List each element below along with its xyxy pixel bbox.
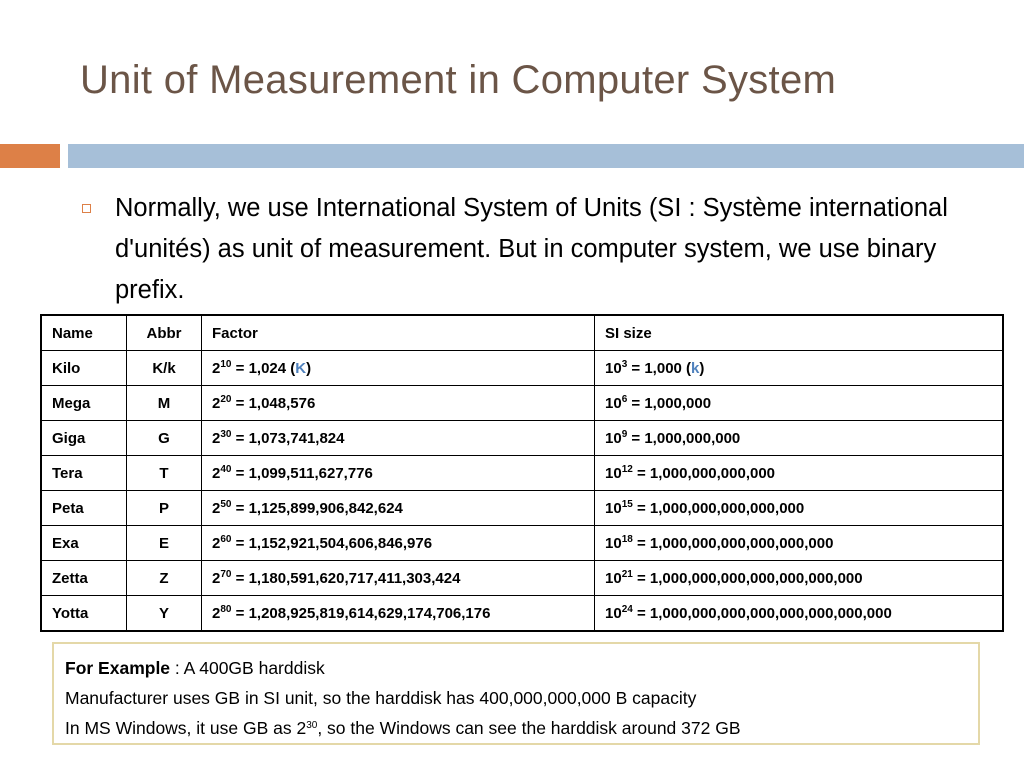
cell-abbr: Y [127, 596, 202, 632]
si-value: = 1,000,000,000,000,000,000,000 [632, 569, 863, 587]
cell-si-size [595, 526, 1004, 561]
cell-name: Zetta [41, 561, 127, 596]
example-box [52, 642, 980, 745]
factor-exponent: 20 [220, 393, 232, 405]
binary-prefix-table [40, 314, 1004, 632]
factor-exponent: 60 [220, 533, 232, 545]
cell-si-size [595, 561, 1004, 596]
si-exponent: 6 [621, 393, 628, 405]
cell-factor [202, 561, 595, 596]
si-value: = 1,000,000 [627, 394, 712, 412]
si-exponent: 12 [621, 463, 633, 475]
factor-base: 2 [212, 569, 221, 587]
table-row [41, 386, 1003, 421]
slide-title: Unit of Measurement in Computer System [80, 58, 837, 102]
si-exponent: 15 [621, 498, 633, 510]
cell-factor [202, 491, 595, 526]
bullet-paragraph: Normally, we use International System of Units (SI : Système international d'unités) as unit of measurement. But in computer system, we use binary prefix. [115, 194, 948, 304]
factor-exponent: 70 [220, 568, 232, 580]
cell-abbr: E [127, 526, 202, 561]
cell-factor [202, 456, 595, 491]
si-value: = 1,000,000,000,000,000,000 [632, 534, 834, 552]
factor-value: = 1,048,576 [231, 394, 316, 412]
example-line-3-pre: In MS Windows, it use GB as 2 [65, 718, 307, 738]
cell-si-size [595, 456, 1004, 491]
example-line-3 [65, 713, 968, 743]
si-value: = 1,000 ( [627, 359, 692, 377]
cell-si-size [595, 491, 1004, 526]
factor-base: 2 [212, 359, 221, 377]
si-close: ) [699, 359, 705, 377]
factor-base: 2 [212, 604, 221, 622]
header-name: Name [41, 315, 127, 351]
factor-exponent: 40 [220, 463, 232, 475]
cell-si-size [595, 351, 1004, 386]
si-base: 10 [605, 359, 622, 377]
si-exponent: 24 [621, 603, 633, 615]
cell-factor [202, 351, 595, 386]
si-value: = 1,000,000,000,000 [632, 464, 776, 482]
si-exponent: 21 [621, 568, 633, 580]
factor-symbol: K [295, 359, 307, 377]
factor-exponent: 50 [220, 498, 232, 510]
table-row [41, 456, 1003, 491]
factor-close: ) [306, 359, 312, 377]
factor-value: = 1,180,591,620,717,411,303,424 [231, 569, 461, 587]
si-base: 10 [605, 394, 622, 412]
table-row [41, 491, 1003, 526]
si-value: = 1,000,000,000 [627, 429, 741, 447]
cell-name: Tera [41, 456, 127, 491]
cell-name: Mega [41, 386, 127, 421]
cell-name: Peta [41, 491, 127, 526]
si-base: 10 [605, 464, 622, 482]
factor-base: 2 [212, 534, 221, 552]
si-base: 10 [605, 534, 622, 552]
si-exponent: 18 [621, 533, 633, 545]
cell-abbr: M [127, 386, 202, 421]
header-factor: Factor [202, 315, 595, 351]
si-exponent: 3 [621, 358, 628, 370]
header-si-size: SI size [595, 315, 1004, 351]
si-value: = 1,000,000,000,000,000 [632, 499, 805, 517]
table-row [41, 421, 1003, 456]
table-body [41, 351, 1003, 632]
example-label-rest: : A 400GB harddisk [170, 658, 325, 678]
title-accent-orange [0, 144, 60, 168]
factor-value: = 1,152,921,504,606,846,976 [231, 534, 433, 552]
example-line-2: Manufacturer uses GB in SI unit, so the harddisk has 400,000,000,000 B capacity [65, 688, 697, 708]
cell-factor [202, 386, 595, 421]
table-row [41, 351, 1003, 386]
factor-value: = 1,073,741,824 [231, 429, 345, 447]
table-row [41, 561, 1003, 596]
table-row [41, 526, 1003, 561]
factor-value: = 1,125,899,906,842,624 [231, 499, 403, 517]
factor-value: = 1,024 ( [231, 359, 296, 377]
example-label: For Example [65, 658, 171, 678]
cell-si-size [595, 421, 1004, 456]
cell-factor [202, 421, 595, 456]
factor-exponent: 80 [220, 603, 232, 615]
example-line-3-post: , so the Windows can see the harddisk around 372 GB [317, 718, 741, 738]
cell-factor [202, 526, 595, 561]
cell-si-size [595, 386, 1004, 421]
si-base: 10 [605, 429, 622, 447]
cell-si-size [595, 596, 1004, 632]
cell-name: Exa [41, 526, 127, 561]
si-exponent: 9 [621, 428, 628, 440]
factor-exponent: 10 [220, 358, 232, 370]
si-base: 10 [605, 499, 622, 517]
si-value: = 1,000,000,000,000,000,000,000,000 [632, 604, 892, 622]
si-base: 10 [605, 604, 622, 622]
title-accent-blue [68, 144, 1024, 168]
cell-name: Kilo [41, 351, 127, 386]
factor-base: 2 [212, 499, 221, 517]
si-base: 10 [605, 569, 622, 587]
factor-base: 2 [212, 394, 221, 412]
factor-value: = 1,099,511,627,776 [231, 464, 373, 482]
cell-abbr: T [127, 456, 202, 491]
example-line-3-exponent: 30 [306, 720, 318, 731]
cell-abbr: Z [127, 561, 202, 596]
table-row [41, 596, 1003, 632]
cell-name: Giga [41, 421, 127, 456]
factor-base: 2 [212, 464, 221, 482]
cell-abbr: K/k [127, 351, 202, 386]
cell-abbr: P [127, 491, 202, 526]
table-header-row [41, 315, 1003, 351]
si-symbol: k [691, 359, 700, 377]
factor-exponent: 30 [220, 428, 232, 440]
example-line-1 [65, 653, 968, 683]
cell-abbr: G [127, 421, 202, 456]
square-bullet-icon [82, 204, 91, 213]
factor-base: 2 [212, 429, 221, 447]
cell-factor [202, 596, 595, 632]
header-abbr: Abbr [127, 315, 202, 351]
factor-value: = 1,208,925,819,614,629,174,706,176 [231, 604, 491, 622]
cell-name: Yotta [41, 596, 127, 632]
